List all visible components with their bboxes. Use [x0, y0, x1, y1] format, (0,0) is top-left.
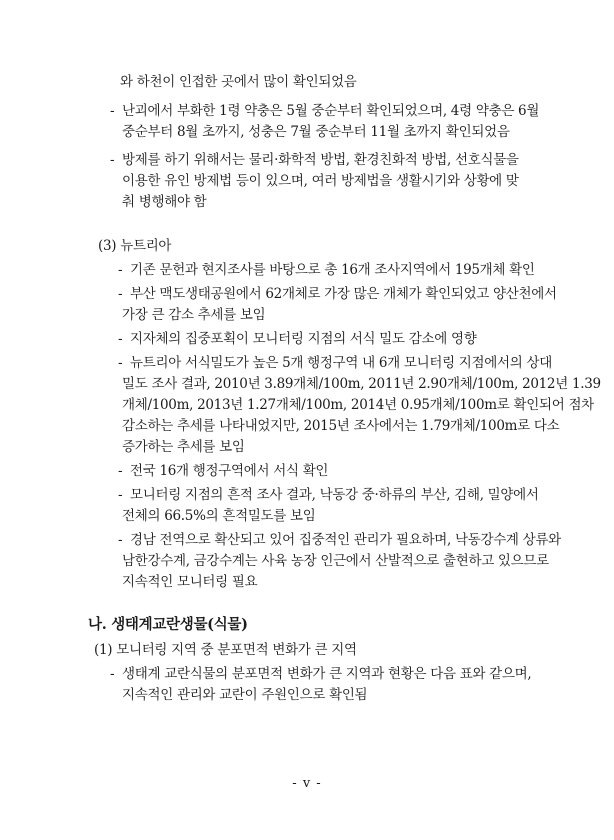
- subsection-title: (1) 모니터링 지역 중 분포면적 변화가 큰 지역: [94, 642, 357, 658]
- dash-marker: -: [118, 532, 123, 548]
- list-item-text: 모니터링 지점의 흔적 조사 결과, 낙동강 중·하류의 부산, 김해, 밀양에서: [130, 487, 539, 503]
- list-item-text: 뉴트리아 서식밀도가 높은 5개 행정구역 내 6개 모니터링 지점에서의 상대: [130, 355, 552, 371]
- dash-marker: -: [118, 463, 123, 479]
- dash-marker: -: [110, 666, 115, 682]
- list-item: [110, 664, 531, 684]
- list-item-text: 춰 병행해야 함: [122, 194, 207, 210]
- list-item-text: 기존 문헌과 현지조사를 바탕으로 총 16개 조사지역에서 195개체 확인: [130, 262, 535, 278]
- list-item: [110, 101, 539, 121]
- dash-marker: -: [110, 103, 115, 119]
- list-item-text: 개체/100m, 2013년 1.27개체/100m, 2014년 0.95개체/100m로 확인되어 점차: [122, 397, 594, 413]
- page-number: - v -: [292, 776, 322, 791]
- dash-marker: -: [118, 487, 123, 503]
- list-item-text: 밀도 조사 결과, 2010년 3.89개체/100m, 2011년 2.90개체/100m, 2012년 1.39: [122, 376, 601, 392]
- list-item-text: 지속적인 관리와 교란이 주원인으로 확인됨: [122, 687, 368, 703]
- dash-marker: -: [118, 262, 123, 278]
- continuation-line: 와 하천이 인접한 곳에서 많이 확인되었음: [120, 74, 357, 90]
- list-item-text: 가장 큰 감소 추세를 보임: [122, 307, 266, 323]
- list-item-text: 남한강수계, 금강수계는 사육 농장 인근에서 산발적으로 출현하고 있으므로: [122, 553, 549, 569]
- list-item-text: 방제를 하기 위해서는 물리·화학적 방법, 환경친화적 방법, 선호식물을: [122, 152, 519, 168]
- list-item: [118, 353, 552, 373]
- dash-marker: -: [118, 355, 123, 371]
- list-item-text: 지속적인 모니터링 필요: [122, 574, 258, 590]
- list-item-text: 이용한 유인 방제법 등이 있으며, 여러 방제법을 생활시기와 상황에 맞: [122, 173, 519, 189]
- dash-marker: -: [110, 152, 115, 168]
- list-item-text: 전체의 66.5%의 흔적밀도를 보임: [122, 508, 316, 524]
- dash-marker: -: [118, 331, 123, 347]
- list-item: [118, 485, 539, 505]
- list-item-text: 경남 전역으로 확산되고 있어 집중적인 관리가 필요하며, 낙동강수계 상류와: [130, 532, 561, 548]
- list-item: [118, 461, 328, 481]
- list-item-text: 감소하는 추세를 나타내었지만, 2015년 조사에서는 1.79개체/100m로 다소: [122, 418, 560, 434]
- dash-marker: -: [118, 286, 123, 302]
- list-item-text: 증가하는 추세를 보임: [122, 439, 245, 455]
- list-item-text: 생태계 교란식물의 분포면적 변화가 큰 지역과 현황은 다음 표와 같으며,: [122, 666, 532, 682]
- list-item: [118, 530, 561, 550]
- list-item: [118, 284, 557, 304]
- list-item: [118, 260, 535, 280]
- list-item-text: 부산 맥도생태공원에서 62개체로 가장 많은 개체가 확인되었고 양산천에서: [130, 286, 557, 302]
- section-heading: 나. 생태계교란생물(식물): [88, 616, 248, 633]
- list-item-text: 지자체의 집중포획이 모니터링 지점의 서식 밀도 감소에 영향: [130, 331, 477, 347]
- section-title: (3) 뉴트리아: [98, 238, 172, 254]
- list-item: [110, 150, 519, 170]
- list-item-text: 난괴에서 부화한 1령 약충은 5월 중순부터 확인되었으며, 4령 약충은 6월: [122, 103, 540, 119]
- list-item-text: 전국 16개 행정구역에서 서식 확인: [130, 463, 329, 479]
- list-item: [118, 329, 476, 349]
- list-item-text: 중순부터 8월 초까지, 성충은 7월 중순부터 11월 초까지 확인되었음: [122, 124, 510, 140]
